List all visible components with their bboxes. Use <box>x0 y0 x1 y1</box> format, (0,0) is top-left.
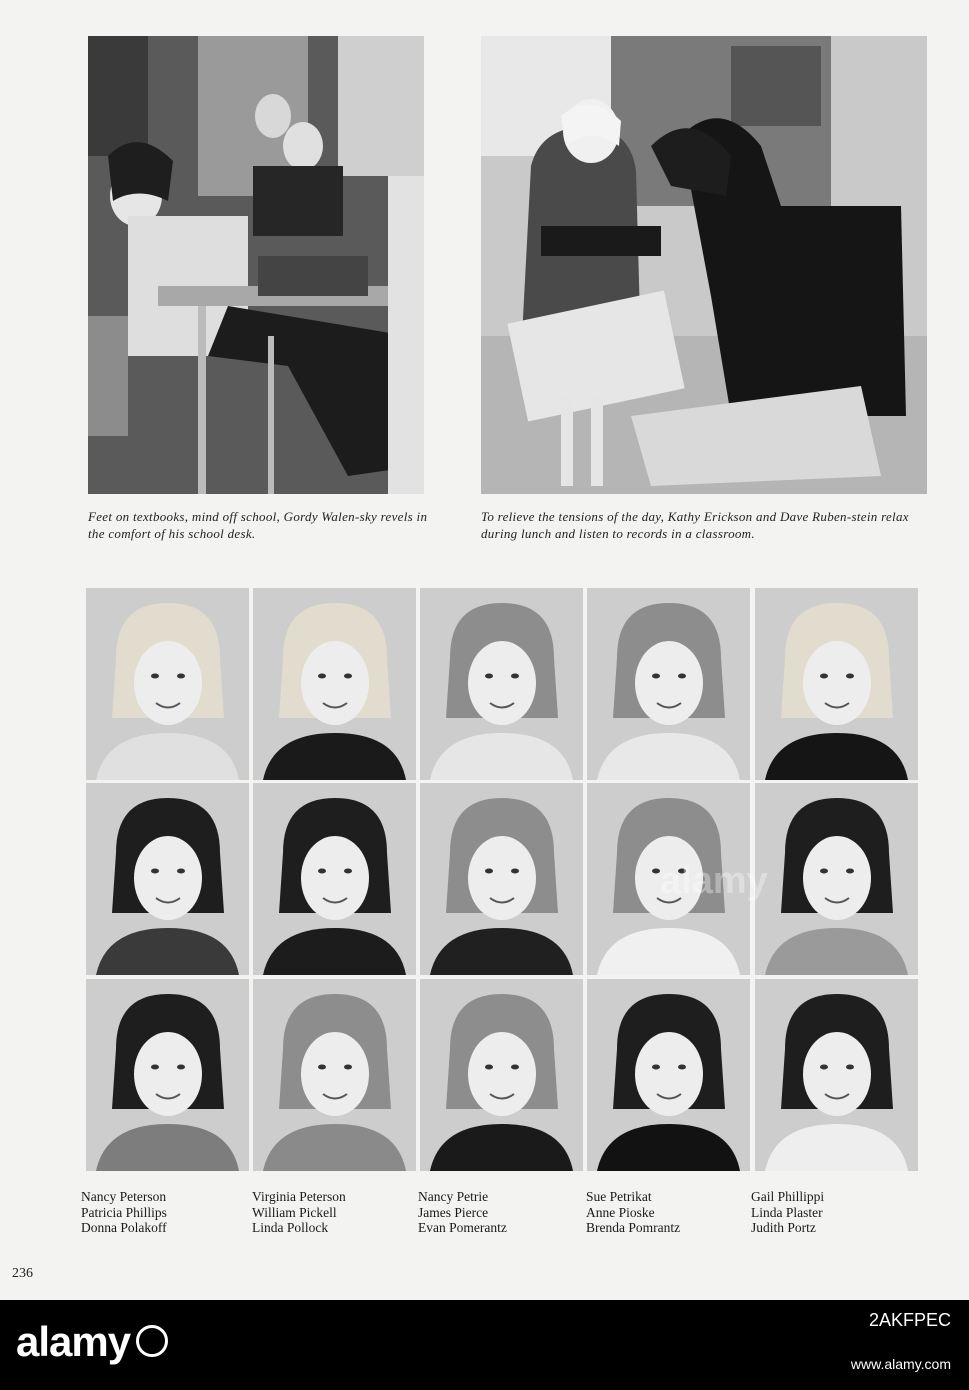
student-name: Judith Portz <box>751 1220 816 1235</box>
student-name: Evan Pomerantz <box>418 1220 507 1235</box>
student-name: Linda Plaster <box>751 1204 823 1220</box>
student-name: James Pierce <box>418 1204 489 1220</box>
student-name: Gail Phillippi <box>751 1189 825 1204</box>
student-portrait <box>755 588 918 780</box>
student-name: Nancy Petrie <box>418 1189 489 1204</box>
student-portrait <box>755 783 918 975</box>
student-portrait <box>86 979 249 1171</box>
student-portrait <box>420 588 583 780</box>
student-portrait <box>253 979 416 1171</box>
right-photo-caption: To relieve the tensions of the day, Kathy Erickson and Dave Ruben-stein relax during lunch and listen to records in a classroom. <box>481 509 909 541</box>
watermark-text: alamy <box>660 860 768 902</box>
names-column-5 <box>751 1189 916 1236</box>
student-name: William Pickell <box>252 1204 337 1220</box>
student-portrait <box>755 979 918 1171</box>
student-name: Donna Polakoff <box>81 1220 167 1235</box>
student-name: Virginia Peterson <box>252 1189 346 1204</box>
student-portrait <box>420 979 583 1171</box>
page-number: 236 <box>12 1266 33 1281</box>
site-url[interactable]: www.alamy.com <box>850 1356 951 1372</box>
logo-text: alamy <box>16 1318 131 1365</box>
names-column-4 <box>586 1189 751 1236</box>
student-name: Linda Pollock <box>252 1220 329 1235</box>
logo-mark-icon <box>136 1325 168 1357</box>
student-portrait <box>86 588 249 780</box>
student-portrait <box>587 588 750 780</box>
student-portrait <box>587 979 750 1171</box>
student-name: Sue Petrikat <box>586 1189 652 1204</box>
student-portrait <box>253 588 416 780</box>
student-portrait <box>86 783 249 975</box>
lunch-records-photo <box>481 36 927 494</box>
classroom-desk-photo <box>88 36 424 494</box>
student-portrait <box>587 783 750 975</box>
student-name: Anne Pioske <box>586 1204 655 1220</box>
stock-logo[interactable] <box>16 1318 168 1366</box>
student-name: Patricia Phillips <box>81 1204 167 1220</box>
image-id: 2AKFPEC <box>868 1310 951 1330</box>
student-portrait <box>253 783 416 975</box>
left-photo-caption: Feet on textbooks, mind off school, Gordy Walen-sky revels in the comfort of his school desk. <box>88 509 428 541</box>
names-column-2 <box>252 1189 417 1236</box>
names-column-3 <box>418 1189 583 1236</box>
student-portrait <box>420 783 583 975</box>
student-name: Brenda Pomrantz <box>586 1220 681 1235</box>
student-name: Nancy Peterson <box>81 1189 167 1204</box>
names-column-1 <box>81 1189 246 1236</box>
